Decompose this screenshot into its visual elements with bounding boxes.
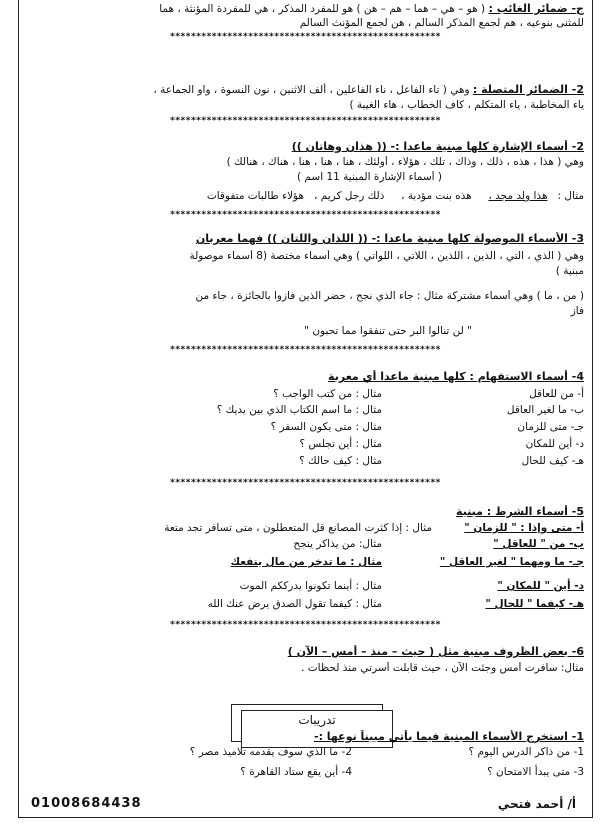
s1-text1: ( هو – هي – هما – هم – هن ) هو للمفرد المذكر ، هي للمفردة المؤنثة ، هما (159, 3, 486, 15)
s6-title: 5- أسماء الشرط : مبنية (456, 505, 584, 518)
s1-line1 (27, 2, 584, 16)
s4-title: 3- الأسماء الموصولة كلها مبنية ماعدا :- (( اللذان واللتان )) فهما معربان (195, 232, 584, 245)
divider: **************************************************** (170, 32, 441, 42)
s1-line2: للمثنى بنوعيه ، هم لجمع المذكر السالم ، هن لجمع المؤنث السالم (299, 17, 584, 29)
s6-row2-key: ب- من " للعاقل " (493, 538, 584, 550)
s5-row: ب- ما لغير العاقل (506, 404, 584, 416)
s3-line1: وهي ( هذا ، هذه ، ذلك ، وذاك ، تلك ، هؤلاء ، أولئك ، هنا ، هنا ، هنا ، هناك ، هنالك ) (226, 156, 584, 168)
s7-line1: مثال: سافرت أمس وجئت الآن ، حيث قابلت أسرتي منذ لحظات . (301, 662, 584, 674)
exercise-box-title: تدريبات (298, 713, 336, 727)
s6-row1-example: مثال : إذا كثرت المصانع قل المتعطلون ، متى تسافر تجد متعة (164, 522, 432, 534)
ex-question-2: 2- ما الذي سوف يقدمه تلاميذ مصر ؟ (189, 746, 352, 758)
worksheet-page (18, 0, 593, 818)
s6-row2-example: مثال: من يذاكر ينجح (293, 538, 382, 550)
s6-row5-key: هـ- كيفما " للحال " (485, 598, 584, 610)
s4-line5: " لن تنالوا البر حتى تنفقوا مما تحبون " (304, 325, 472, 337)
s5-row: هـ- كيف للحال (521, 455, 584, 467)
divider: **************************************************** (170, 345, 441, 355)
s2-line1 (27, 83, 584, 97)
divider: **************************************************** (170, 478, 441, 488)
divider: **************************************************** (170, 116, 441, 126)
ex-title: 1- استخرج الأسماء المبنية فيما يأتي مبيناً نوعها :- (314, 730, 584, 743)
s5-row: أ- من للعاقل (529, 388, 584, 400)
s3-ex1: هذا ولد مجد ، (488, 190, 548, 202)
s5-title: 4- أسماء الاستفهام : كلها مبنية ماعدا أي معربة (328, 370, 584, 383)
s5-row-example: مثال : كيف حالك ؟ (299, 455, 382, 467)
s6-row5-example: مثال : كيفما تقول الصدق يرض عنك الله (207, 598, 382, 610)
s3-ex-label: مثال : (557, 190, 584, 202)
s6-row3-example: مثال : ما تدخر من مال ينفعك (230, 556, 382, 568)
s3-ex3: ذلك رجل كريم ، (314, 190, 385, 202)
divider: **************************************************** (170, 210, 441, 220)
s2-title: 2- الضمائر المتصلة : (472, 83, 584, 96)
s3-title: 2- أسماء الإشارة كلها مبنية ماعدا :- (( هذان وهاتان )) (291, 140, 584, 153)
s6-row4-example: مثال : أينما تكونوا يدرككم الموت (239, 580, 382, 592)
s6-row3-key: جـ- ما ومهما " لغير العاقل " (439, 556, 584, 568)
s5-row-example: مثال : ما اسم الكتاب الذي بين يديك ؟ (216, 404, 382, 416)
ex-question-1: 1- من ذاكر الدرس اليوم ؟ (468, 746, 584, 758)
s4-line1: وهي ( الذي ، التي ، الذين ، اللذين ، اللاتي ، اللواتي ) وهي أسماء مختصة (8 أسماء موصولة (189, 250, 584, 262)
divider: **************************************************** (170, 620, 441, 630)
s5-row-example: مثال : متى يكون السفر ؟ (270, 421, 382, 433)
s5-row: د- أين للمكان (525, 438, 584, 450)
s5-row-example: مثال : أين تجلس ؟ (299, 438, 382, 450)
s2-text1: وهي ( تاء الفاعل ، ناء الفاعلين ، ألف الاثنين ، نون النسوة ، واو الجماعة ، (153, 84, 470, 96)
author-name: أ/ أحمد فتحي (497, 797, 576, 811)
s3-ex4: هؤلاء طالبات متفوقات (206, 190, 305, 202)
s6-row4-key: د- أين " للمكان " (497, 580, 584, 592)
s3-examples (27, 190, 584, 203)
s4-line4: فاز (570, 305, 584, 317)
s3-line2: ( أسماء الإشارة المبنية 11 اسم ) (296, 171, 442, 183)
s4-line2: مبنية ) (555, 265, 584, 277)
s2-line2: ياء المخاطبة ، ياء المتكلم ، كاف الخطاب ، هاء الغيبة ) (349, 99, 584, 111)
phone-number: 01008684438 (31, 796, 142, 811)
s6-row1-key: أ- متى وإذا : " للزمان " (464, 522, 584, 534)
s5-row-example: مثال : من كتب الواجب ؟ (273, 388, 382, 400)
s5-row: جـ- متى للزمان (517, 421, 584, 433)
s1-title: ج- ضمائر الغائب : (488, 2, 584, 15)
s3-ex2: هذه بنت مؤدبة ، (401, 190, 472, 202)
ex-question-3: 3- متى يبدأ الامتحان ؟ (487, 766, 584, 778)
s7-title: 6- بعض الظروف مبنية مثل ( حيث – منذ – أمس – الآن ) (287, 645, 584, 658)
ex-question-4: 4- أين يقع ستاد القاهرة ؟ (240, 766, 352, 778)
s4-line3: ( من ، ما ) وهي أسماء مشتركة مثال : جاء الذي نجح ، حضر الذين فازوا بالجائزة ، جاء من (195, 290, 584, 302)
